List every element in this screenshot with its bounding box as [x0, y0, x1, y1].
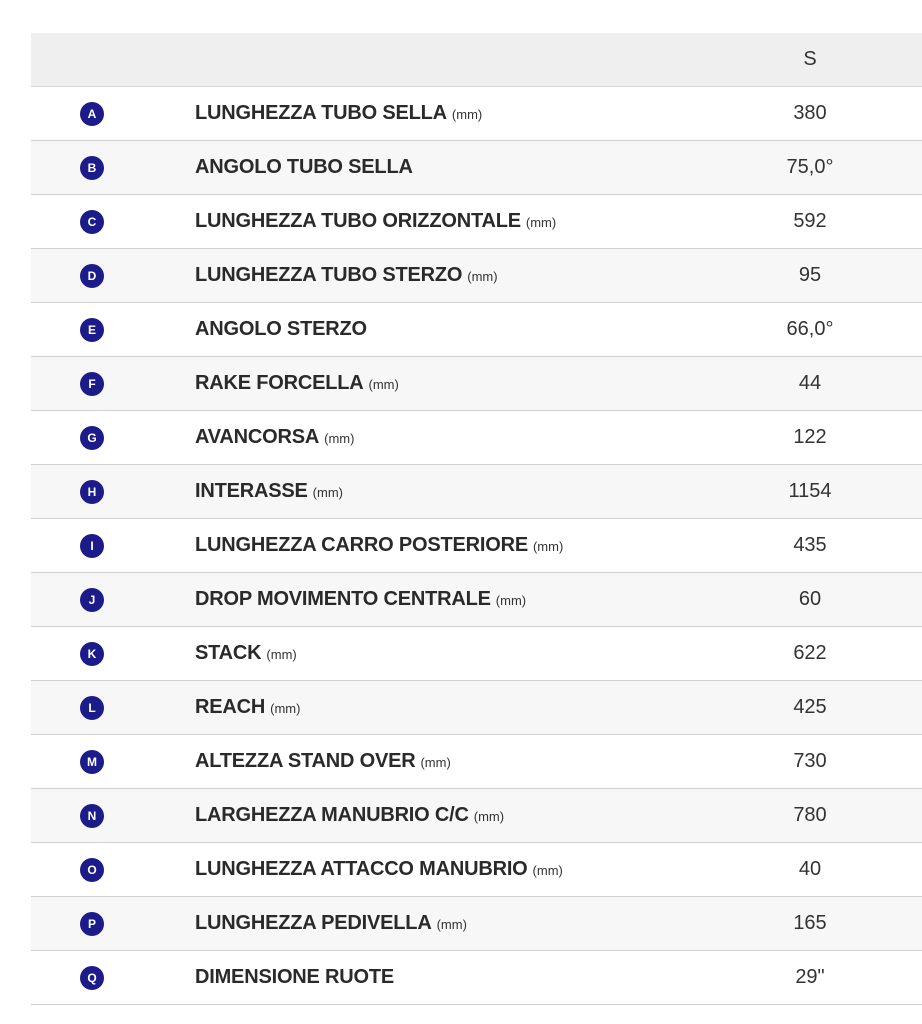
measurement-unit: (mm) — [266, 647, 297, 662]
measurement-name: LUNGHEZZA TUBO STERZO — [195, 264, 463, 286]
measurement-value: 435 — [793, 534, 827, 556]
measurement-name: RAKE FORCELLA — [195, 372, 364, 394]
measurement-unit: (mm) — [451, 107, 483, 122]
measurement-label — [195, 411, 354, 464]
measurement-label — [195, 357, 399, 410]
measurement-label — [195, 681, 300, 734]
measurement-name: LUNGHEZZA CARRO POSTERIORE — [195, 534, 528, 556]
measurement-unit: (mm) — [473, 809, 505, 824]
measurement-value: 95 — [798, 264, 822, 286]
measurement-label — [195, 897, 467, 950]
letter-badge: N — [80, 804, 104, 828]
measurement-value: 380 — [793, 102, 827, 124]
letter-badge: F — [80, 372, 104, 396]
measurement-unit: (mm) — [467, 269, 498, 284]
letter-badge: D — [80, 264, 104, 288]
letter-badge: M — [80, 750, 104, 774]
table-row — [31, 735, 922, 789]
table-body — [31, 87, 922, 1005]
measurement-value: 780 — [793, 804, 827, 826]
measurement-name: STACK — [195, 642, 262, 664]
letter-badge: K — [80, 642, 104, 666]
table-row — [31, 627, 922, 681]
measurement-name: LUNGHEZZA ATTACCO MANUBRIO — [195, 858, 528, 880]
measurement-value: 66,0° — [786, 318, 834, 340]
measurement-unit: (mm) — [270, 701, 301, 716]
measurement-label — [195, 465, 343, 518]
measurement-label — [195, 141, 418, 194]
measurement-label — [195, 573, 526, 626]
table-header-row — [31, 33, 922, 87]
letter-badge: C — [80, 210, 104, 234]
measurement-value: 425 — [793, 696, 827, 718]
measurement-value: 40 — [798, 858, 822, 880]
table-row — [31, 951, 922, 1005]
measurement-unit: (mm) — [532, 863, 563, 878]
measurement-name: LARGHEZZA MANUBRIO C/C — [195, 804, 469, 826]
letter-badge: G — [80, 426, 104, 450]
measurement-label — [195, 195, 556, 248]
letter-badge: H — [80, 480, 104, 504]
measurement-value: 592 — [793, 210, 827, 232]
measurement-value: 1154 — [788, 480, 832, 502]
measurement-name: INTERASSE — [195, 480, 308, 502]
measurement-label — [195, 303, 372, 356]
measurement-name: LUNGHEZZA TUBO SELLA — [195, 102, 447, 124]
letter-badge: O — [80, 858, 104, 882]
measurement-value: 60 — [798, 588, 822, 610]
table-row — [31, 411, 922, 465]
measurement-name: DIMENSIONE RUOTE — [195, 966, 395, 988]
measurement-value: 622 — [793, 642, 827, 664]
letter-badge: I — [80, 534, 104, 558]
letter-badge: J — [80, 588, 104, 612]
table-row — [31, 843, 922, 897]
measurement-label — [195, 87, 482, 140]
measurement-unit: (mm) — [312, 485, 343, 500]
size-column-header: S — [803, 48, 817, 70]
measurement-unit: (mm) — [436, 917, 467, 932]
measurement-unit: (mm) — [532, 539, 564, 554]
letter-badge: L — [80, 696, 104, 720]
table-row — [31, 897, 922, 951]
measurement-label — [195, 735, 451, 788]
measurement-label — [195, 519, 563, 572]
table-row — [31, 573, 922, 627]
measurement-label — [195, 249, 498, 302]
table-row — [31, 789, 922, 843]
table-row — [31, 357, 922, 411]
measurement-value: 122 — [793, 426, 827, 448]
measurement-label — [195, 627, 297, 680]
measurement-unit: (mm) — [525, 215, 557, 230]
measurement-unit: (mm) — [420, 755, 451, 770]
measurement-value: 29" — [795, 966, 825, 988]
measurement-label — [195, 843, 563, 896]
measurement-unit: (mm) — [324, 431, 355, 446]
measurement-unit: (mm) — [368, 377, 399, 392]
letter-badge: Q — [80, 966, 104, 990]
measurement-name: ANGOLO STERZO — [195, 318, 367, 340]
table-row — [31, 195, 922, 249]
table-row — [31, 249, 922, 303]
measurement-name: REACH — [195, 696, 266, 718]
measurement-unit: (mm) — [495, 593, 527, 608]
table-row — [31, 681, 922, 735]
letter-badge: E — [80, 318, 104, 342]
measurement-value: 44 — [798, 372, 822, 394]
geometry-table — [31, 33, 922, 1005]
measurement-name: ALTEZZA STAND OVER — [195, 750, 416, 772]
letter-badge: P — [80, 912, 104, 936]
table-row — [31, 303, 922, 357]
table-row — [31, 465, 922, 519]
table-row — [31, 87, 922, 141]
measurement-value: 730 — [793, 750, 827, 772]
measurement-name: ANGOLO TUBO SELLA — [195, 156, 413, 178]
letter-badge: B — [80, 156, 104, 180]
table-row — [31, 519, 922, 573]
measurement-label — [195, 951, 399, 1004]
measurement-name: AVANCORSA — [195, 426, 320, 448]
table-row — [31, 141, 922, 195]
measurement-name: DROP MOVIMENTO CENTRALE — [195, 588, 491, 610]
measurement-label — [195, 789, 504, 842]
measurement-name: LUNGHEZZA PEDIVELLA — [195, 912, 432, 934]
measurement-name: LUNGHEZZA TUBO ORIZZONTALE — [195, 210, 521, 232]
measurement-value: 165 — [793, 912, 827, 934]
letter-badge: A — [80, 102, 104, 126]
measurement-value: 75,0° — [786, 156, 834, 178]
